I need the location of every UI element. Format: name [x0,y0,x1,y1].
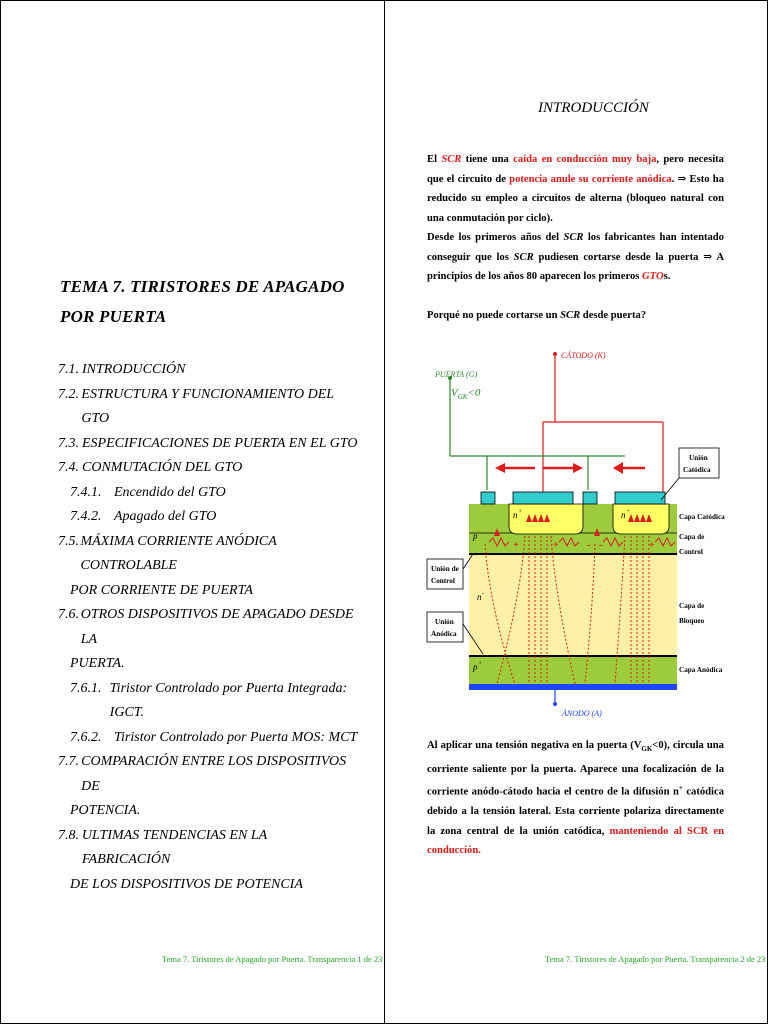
toc-item-text: Encendido del GTO [114,484,226,500]
p4-text: catódica debido a la tensión lateral. Esta corriente polariza directamente la zona central de la unión catódica, [427,786,724,837]
toc-item-text: MÁXIMA CORRIENTE ANÓDICA CONTROLABLE [80,533,277,573]
p4-highlight: manteniendo al SCR en conducción. [427,825,724,857]
slide-1-footer: Tema 7. Tiristores de Apagado por Puerta. Transparencia 1 de 23 [162,954,383,964]
n-plus-sup: + [518,509,523,515]
current-arrows [495,462,645,474]
polarity-plus: + [553,540,559,551]
n-sup: - [482,591,484,597]
toc-item-text: Tiristor Controlado por Puerta MOS: MCT [114,729,358,745]
toc-item-text: INTRODUCCIÓN [82,362,186,377]
p3-text: desde puerta? [580,310,647,321]
toc-item [58,505,358,530]
toc-item [58,677,358,726]
toc-item [58,873,358,898]
callout-union-anodica: Anódica [431,630,457,638]
toc-item [58,603,358,652]
p2-scr: SCR [513,251,534,263]
p4-text: Al aplicar una tensión negativa en la puerta (V [427,740,642,751]
toc-item-number: 7.3. [58,435,79,451]
toc-item [58,799,358,824]
p2-text: s. [663,271,671,282]
toc-item [58,726,358,751]
toc-item [58,383,358,432]
toc-item [58,750,358,799]
paragraph-3 [427,306,724,326]
toc-item-number: 7.5. [58,533,79,549]
toc-item-number: 7.6.1. [70,680,102,696]
p-label: p [473,531,478,541]
toc-item [58,456,358,481]
vgk-label: $V_{GK}<0$ [451,387,481,401]
layer-label-capa-bloqueo: Bloqueo [679,617,705,625]
toc-item-text: POTENCIA. [70,803,141,818]
cathode-label: CÁTODO (K) [561,351,606,360]
toc-item-text: DE LOS DISPOSITIVOS DE POTENCIA [70,876,303,892]
toc-item-text: Tiristor Controlado por Puerta Integrada: IGCT. [109,680,348,720]
toc-item [58,824,358,873]
toc-item [58,652,358,677]
p2-text: pudiesen cortarse desde la puerta ⇒ A principios de los años 80 aparecen los primeros [427,251,724,282]
slide-heading: INTRODUCCIÓN [538,100,649,116]
n-label: n [477,592,482,602]
toc-item-text: ESPECIFICACIONES DE PUERTA EN EL GTO [82,435,358,451]
toc-item-text: CONMUTACIÓN DEL GTO [82,460,243,475]
polarity-minus: - [599,540,603,551]
p4-sup: + [678,784,683,793]
polarity-minus: - [587,540,591,551]
layer-label-capa-control: Control [679,548,703,556]
layer-label-capa-catodica: Capa Catódica [679,513,725,521]
toc-item-number: 7.2. [58,386,79,402]
toc-item-text: COMPARACIÓN ENTRE LOS DISPOSITIVOS DE [81,754,347,794]
n-plus-label: n [513,510,518,520]
toc-item-number: 7.7. [58,754,79,769]
p-bottom-sup: + [478,661,483,667]
p1-text: . ⇒ Esto ha reducido su empleo a circuitos de alterna (bloqueo natural con una conmutación por ciclo). [427,173,724,224]
toc-item-text: OTROS DISPOSITIVOS DE APAGADO DESDE LA [80,607,354,647]
toc-item [58,530,358,579]
toc-item [58,481,358,506]
layer-label-capa-anodica: Capa Anódica [679,666,723,674]
toc-item [58,579,358,604]
toc-item-text: PUERTA. [70,656,125,671]
callout-union-control: Unión de [431,565,459,573]
layer-label-capa-control: Capa de [679,533,705,541]
callout-union-catodica: Catódica [683,466,711,474]
toc-item-number: 7.1. [58,362,79,377]
p3-scr: SCR [560,310,581,321]
p2-gto: GTO [642,271,664,282]
paragraph-1 [427,150,724,228]
callout-union-catodica: Unión [689,454,708,462]
p2-text: Desde los primeros años del [427,232,564,243]
gate-label: PUERTA (G) [435,370,478,379]
toc-item-number: 7.6. [58,607,79,622]
toc-item-text: ESTRUCTURA Y FUNCIONAMIENTO DEL GTO [81,386,334,426]
slide-2-footer: Tema 7. Tiristores de Apagado por Puerta. Transparencia 2 de 23 [545,954,766,964]
slide-2 [385,0,768,1024]
anode-label: ÁNODO (A) [562,709,602,718]
p4-text: <0), circula una corriente saliente por la puerta. Aparece una focalización de la corriente anódo-cátodo hacia el centro de la difusión n [427,740,724,798]
p1-text: El [427,154,442,165]
table-of-contents [58,358,358,897]
callout-union-anodica: Unión [435,618,454,626]
polarity-plus: + [513,540,519,551]
polarity-plus: + [649,540,655,551]
paragraph-4 [427,736,724,861]
toc-item-number: 7.8. [58,827,79,843]
toc-item-number: 7.4. [58,460,79,475]
p-bottom-label: p [473,662,478,672]
n-plus-label: n [621,510,626,520]
p1-highlight: potencia anule su corriente anódica [509,173,672,185]
p1-scr: SCR [441,154,462,165]
p3-text: Porqué no puede cortarse un [427,310,561,321]
p4-sub: GK [641,745,653,754]
p2-text: los fabricantes han intentado conseguir que los [427,232,724,263]
toc-item-number: 7.6.2. [70,729,102,745]
toc-item-number: 7.4.1. [70,484,102,500]
layer-label-capa-bloqueo: Capa de [679,602,705,610]
p2-scr: SCR [563,232,584,243]
callout-union-control: Control [431,577,455,585]
p1-text: tiene una [461,154,514,165]
p1-text: , pero necesita que el circuito de [427,154,724,185]
toc-item-number: 7.4.2. [70,509,102,524]
topic-title: TEMA 7. TIRISTORES DE APAGADO POR PUERTA [60,277,345,326]
toc-item-text: POR CORRIENTE DE PUERTA [70,582,253,598]
gto-structure-diagram [425,344,737,724]
gto-structure-svg [425,344,737,724]
toc-item-text: ULTIMAS TENDENCIAS EN LA FABRICACIÓN [81,827,267,867]
p1-highlight: caída en conducción muy baja [513,154,657,165]
toc-item [58,358,358,383]
paragraph-2 [427,228,724,287]
toc-item-text: Apagado del GTO [114,509,217,524]
toc-item [58,432,358,457]
n-plus-sup: + [626,509,631,515]
